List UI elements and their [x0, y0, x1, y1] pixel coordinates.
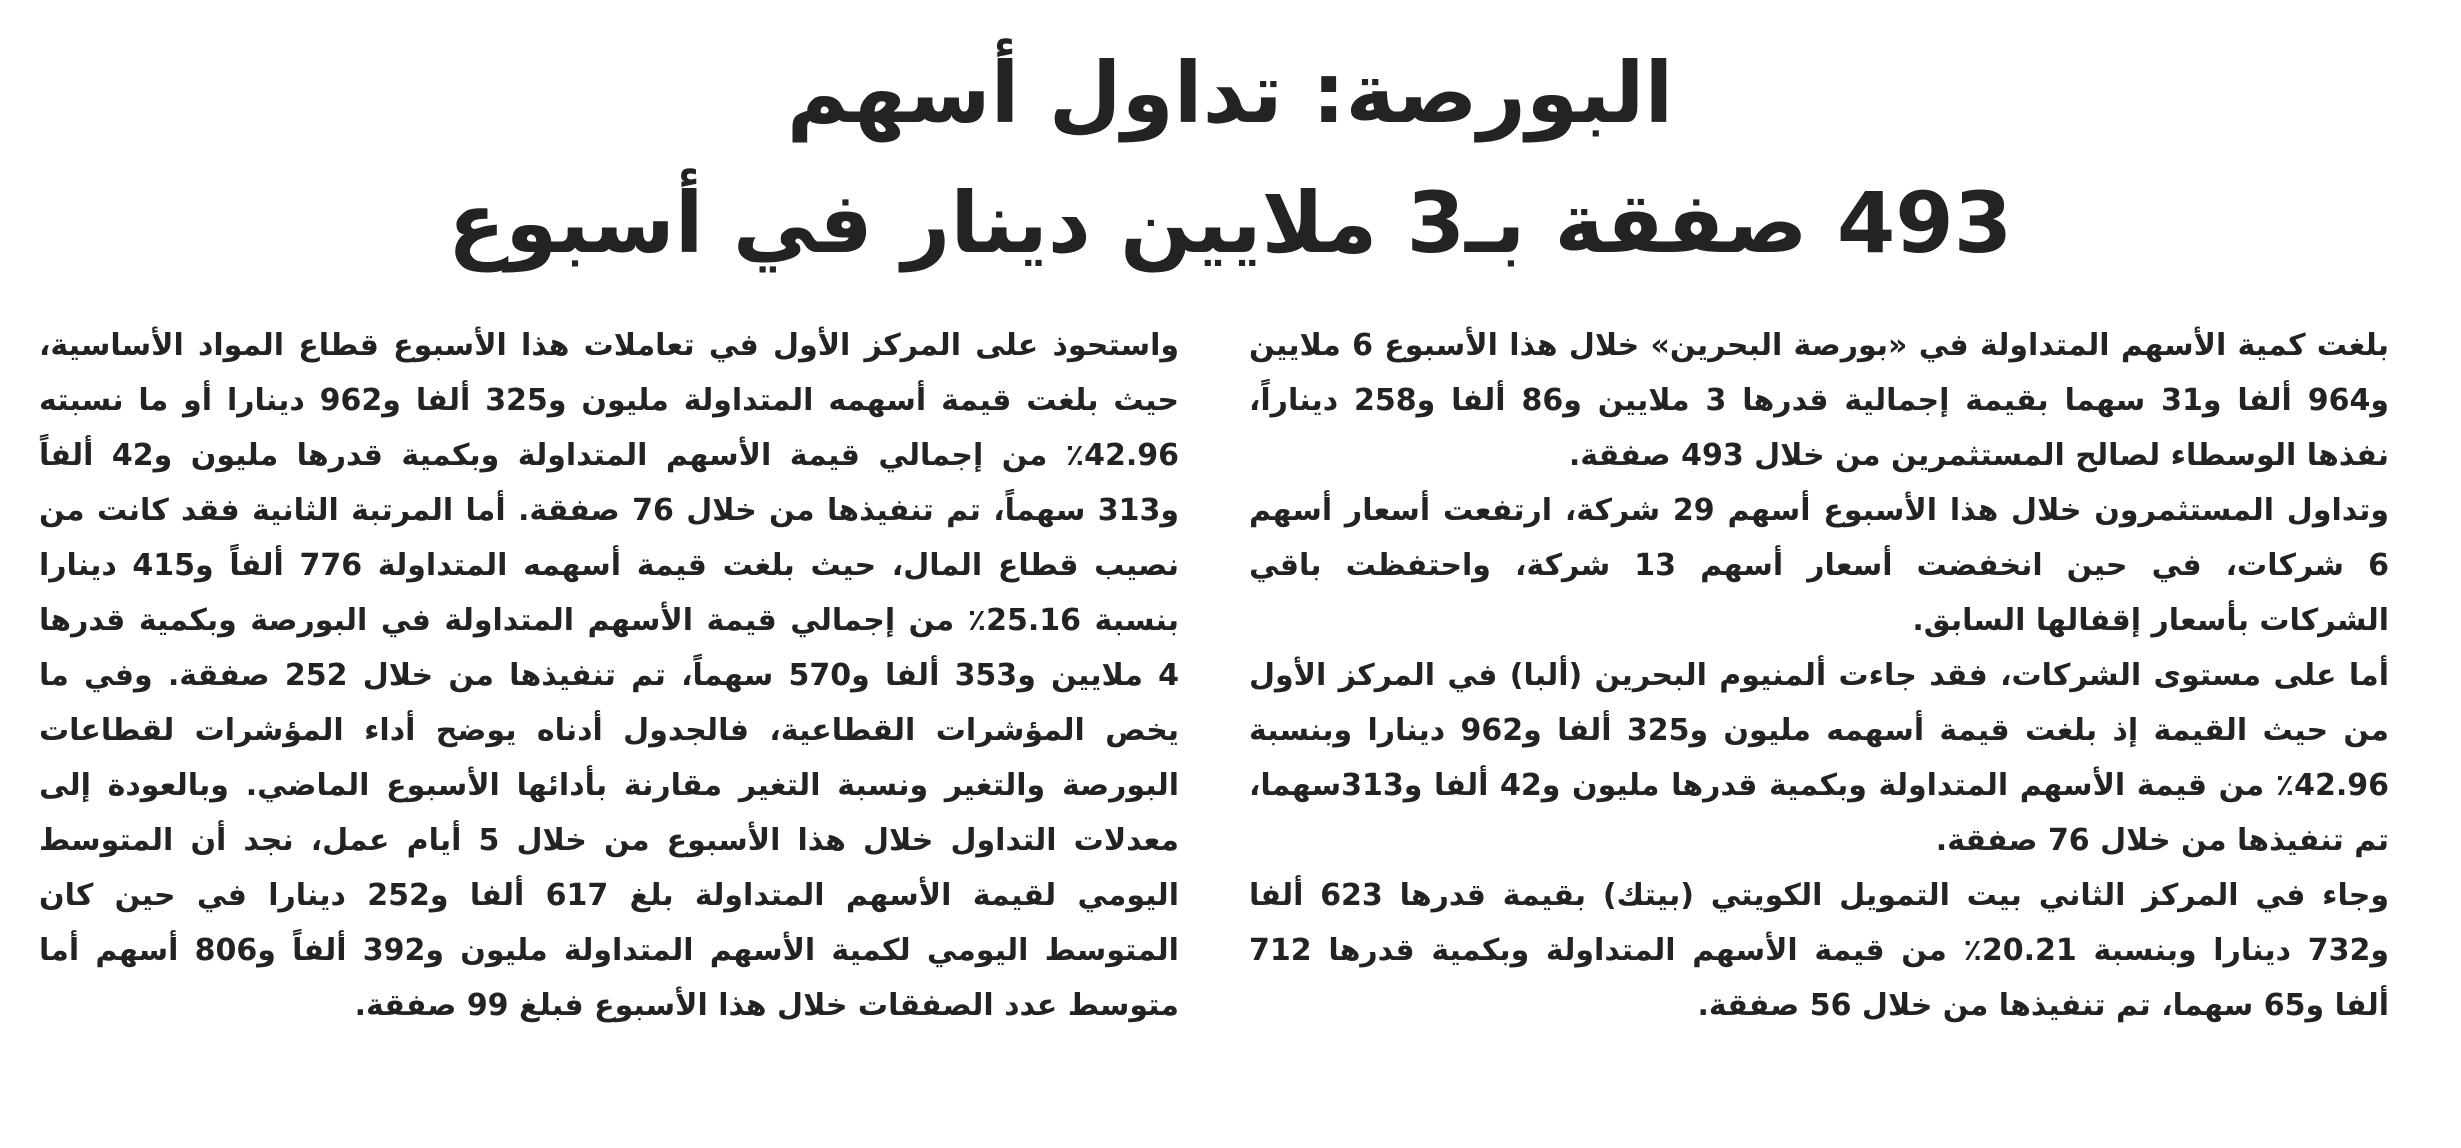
paragraph: وتداول المستثمرون خلال هذا الأسبوع أسهم 29 شركة، ارتفعت أسعار أسهم 6 شركات، في حين انخفضت أسعار أسهم 13 شركة، واحتفظت باقي الشركات بأسعار إقفالها السابق.	[1249, 493, 2389, 638]
headline-line-1: البورصة: تداول أسهم	[786, 44, 1674, 142]
paragraph: بلغت كمية الأسهم المتداولة في «بورصة البحرين» خلال هذا الأسبوع 6 ملايين و964 ألفا و31 سهما بقيمة إجمالية قدرها 3 ملايين و86 ألفا و258 ديناراً، نفذها الوسطاء لصالح المستثمرين من خلال 493 صفقة.	[1249, 328, 2389, 473]
paragraph: واستحوذ على المركز الأول في تعاملات هذا الأسبوع قطاع المواد الأساسية، حيث بلغت قيمة أسهمه المتداولة مليون و325 ألفا و962 دينارا أو ما نسبته 42.96٪ من إجمالي قيمة الأسهم المتداولة وبكمية قدرها مليون و42 ألفاً و313 سهماً، تم تنفيذها من خلال 76 صفقة. أما المرتبة الثانية فقد كانت من نصيب قطاع المال، حيث بلغت قيمة أسهمه المتداولة 776 ألفاً و415 دينارا بنسبة 25.16٪ من إجمالي قيمة الأسهم المتداولة في البورصة وبكمية قدرها 4 ملايين و353 ألفا و570 سهماً، تم تنفيذها من خلال 252 صفقة. وفي ما يخص المؤشرات القطاعية، فالجدول أدناه يوضح أداء المؤشرات لقطاعات البورصة والتغير ونسبة التغير مقارنة بأدائها الأسبوع الماضي. وبالعودة إلى معدلات التداول خلال هذا الأسبوع من خلال 5 أيام عمل، نجد أن المتوسط اليومي لقيمة الأسهم المتداولة بلغ 617 ألفا و252 دينارا في حين كان المتوسط اليومي لكمية الأسهم المتداولة مليون و392 ألفاً و806 أسهم أما متوسط عدد الصفقات خلال هذا الأسبوع فبلغ 99 صفقة.	[39, 328, 1180, 1023]
article-headline	[300, 28, 2160, 288]
headline-line-2: 493 صفقة بـ3 ملايين دينار في أسبوع	[447, 174, 2013, 272]
article-column-left	[39, 318, 1179, 1033]
paragraph: أما على مستوى الشركات، فقد جاءت ألمنيوم البحرين (ألبا) في المركز الأول من حيث القيمة إذ بلغت قيمة أسهمه مليون و325 ألفا و962 دينارا وبنسبة 42.96٪ من قيمة الأسهم المتداولة وبكمية قدرها مليون و42 ألفا و313سهما، تم تنفيذها من خلال 76 صفقة.	[1249, 658, 2389, 858]
paragraph: وجاء في المركز الثاني بيت التمويل الكويتي (بيتك) بقيمة قدرها 623 ألفا و732 دينارا وبنسبة 20.21٪ من قيمة الأسهم المتداولة وبكمية قدرها 712 ألفا و65 سهما، تم تنفيذها من خلال 56 صفقة.	[1249, 878, 2389, 1023]
article-column-right	[1249, 318, 2389, 1033]
